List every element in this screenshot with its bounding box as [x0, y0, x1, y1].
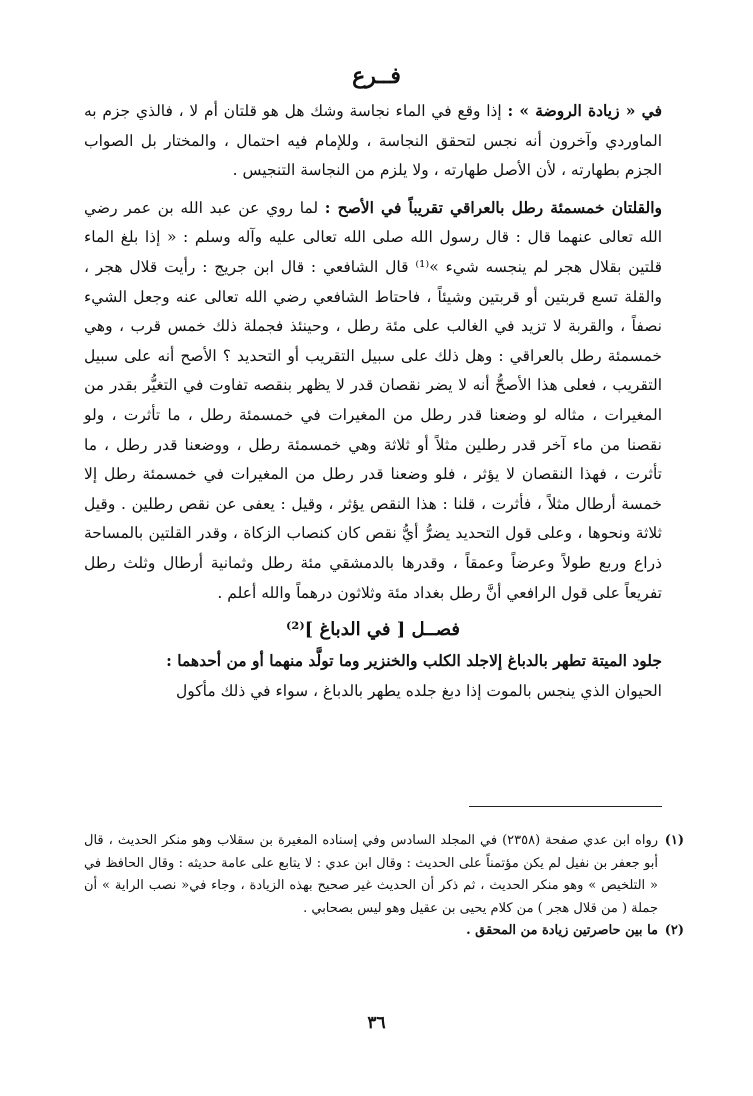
footnote-divider: [469, 806, 662, 807]
section-heading: فصــل [ في الدباغ ]⁽²⁾: [286, 619, 460, 641]
paragraph-3-lead: جلود الميتة تطهر بالدباغ إلاجلد الكلب والخنزير وما تولَّد منهما أو من أحدهما :: [166, 651, 662, 671]
paragraph-1-source: في « زيادة الروضة » :: [507, 101, 662, 120]
paragraph-2-lead: والقلتان خمسمئة رطل بالعراقي تقريباً في الأصح :: [324, 197, 662, 217]
paragraph-3: [84, 646, 662, 677]
footnote-2-number: (٢): [664, 923, 684, 939]
page-title: فــرع: [352, 63, 401, 89]
page-number: ٣٦: [367, 1013, 386, 1033]
paragraph-2: [84, 193, 662, 608]
paragraph-1: [84, 96, 662, 186]
footnote-1-number: (١): [664, 833, 684, 848]
paragraph-2-text: لما روي عن عبد الله بن عمر رضي الله تعالى عنهما قال : قال رسول الله صلى الله تعالى عليه وآله وسلم : « إذا بلغ الماء قلتين بقلال هجر لم ينجسه شيء »⁽¹⁾ قال الشافعي : قال ابن جريج : رأيت قلال هجر ، والقلة تسع قربتين أو قربتين وشيئاً ، فاحتاط الشافعي رضي الله تعالى عنه وجعل الشيء نصفاً ، والقربة لا تزيد في الغالب على مئة رطل ، وحينئذ فجملة ذلك خمس قرب ، وهي خمسمئة رطل بالعراقي : وهل ذلك على سبيل التقريب أو التحديد ؟ الأصح أنه على سبيل التقريب ، فعلى هذا الأصحُّ أنه لا يضر نقصان قدر لا يظهر بنقصه تفاوت في التغيُّر بقدر من المغيرات ، مثاله لو وضعنا قدر رطل من المغيرات في خمسمئة رطل ، ما تأثرت ، ولو نقصنا من ماء آخر قدر رطلين مثلاً أو ثلاثة وهي خمسمئة رطل ، ووضعنا قدر رطل ، ما تأثرت ، فهذا النقصان لا يؤثر ، فلو وضعنا قدر رطل من المغيرات في خمسمئة رطل إلا خمسة أرطال مثلاً ، فأثرت ، قلنا : هذا النقص يؤثر ، وقيل : يعفى عن نقص رطلين . وقيل ثلاثة ونحوها ، وعلى قول التحديد يضرُّ أيُّ نقص كان كنصاب الزكاة ، وقدر القلتين بالمساحة ذراع وربع طولاً وعرضاً وعمقاً ، وقدرها بالدمشقي مئة رطل وثمانية أرطال وثلث رطل تفريعاً على قول الرافعي أنَّ رطل بغداد مئة وثلاثون درهماً والله أعلم .: [84, 198, 662, 602]
main-text: [84, 96, 662, 706]
paragraph-1-text: إذا وقع في الماء نجاسة وشك هل هو قلتان أم لا ، فالذي جزم به الماوردي وآخرون أنه نجس لتحقق النجاسة ، وللإمام فيه احتمال ، والمختار بل الصواب الجزم بطهارته ، لأن الأصل طهارته ، ولا يلزم من النجاسة التنجيس .: [84, 102, 662, 180]
footnote-2-text: ما بين حاصرتين زيادة من المحقق .: [466, 923, 658, 939]
footnotes: [84, 830, 684, 943]
footnote-1: [84, 830, 684, 920]
footnote-1-text: رواه ابن عدي صفحة (٢٣٥٨) في المجلد السادس وفي إسناده المغيرة بن سقلاب وهو منكر الحديث ، قال أبو جعفر بن نفيل لم يكن مؤتمناً على الحديث : وقال ابن عدي : لا يتابع على عامة حديثه : وقال الحافظ في « التلخيص » وهو منكر الحديث ، ثم ذكر أن الحديث غير صحيح بهذه الزيادة ، وجاء في« نصب الراية » أن جملة ( من قلال هجر ) من كلام يحيى بن عقيل وهو ليس بصحابي .: [84, 833, 659, 916]
footnote-2: [84, 920, 684, 943]
paragraph-4: الحيوان الذي ينجس بالموت إذا دبغ جلده يطهر بالدباغ ، سواء في ذلك مأكول: [176, 681, 662, 700]
